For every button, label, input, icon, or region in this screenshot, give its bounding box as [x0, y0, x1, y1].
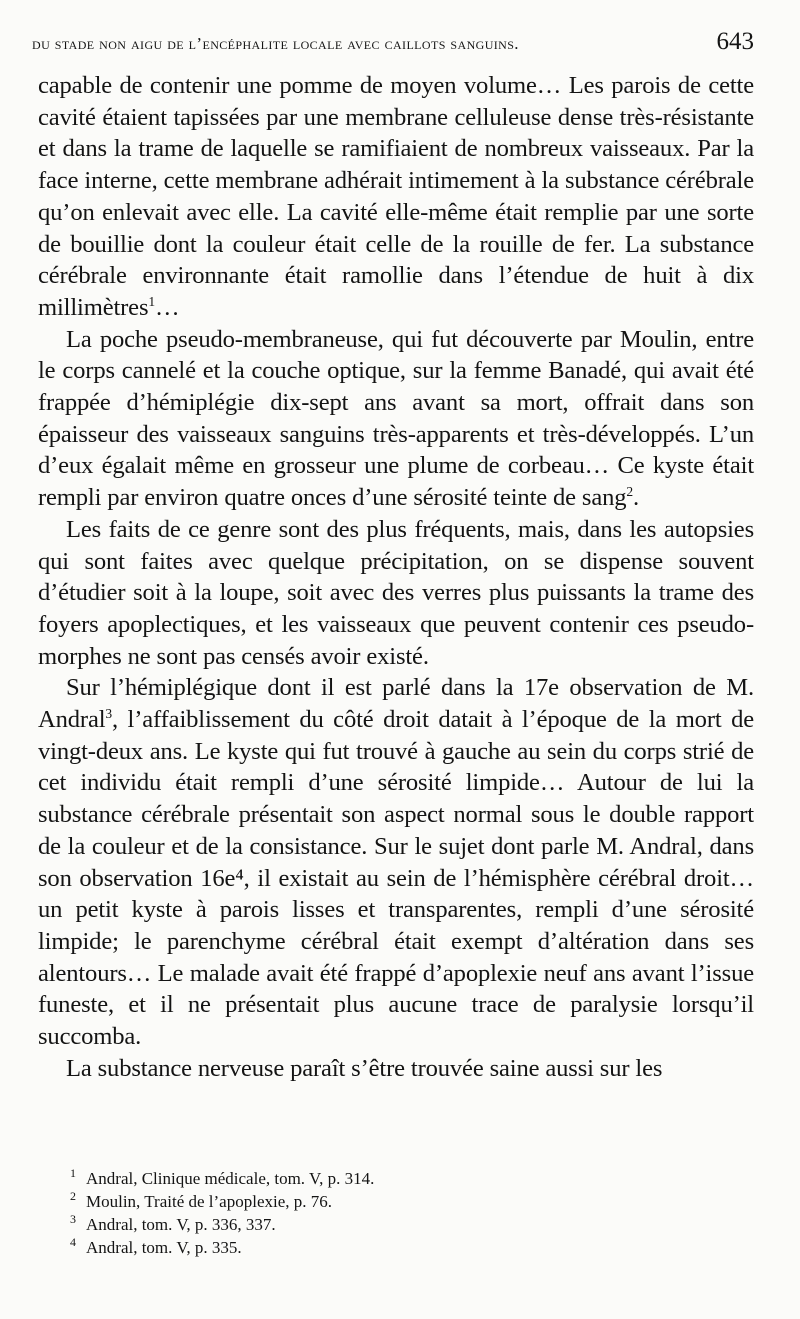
- paragraph-tail: …: [154, 293, 180, 321]
- paragraph-3: [38, 514, 754, 673]
- footnote-ref: 1: [148, 293, 155, 309]
- page-header: [32, 28, 754, 56]
- footnote-ref: 3: [105, 705, 113, 721]
- paragraph-2: [38, 324, 754, 514]
- body-text: [38, 70, 754, 1085]
- paragraph-1: [38, 70, 754, 324]
- paragraph-text: La poche pseudo-membraneuse, qui fut découverte par Moulin, entre le corps cannelé et la couche optique, sur la femme Banadé, qui avait été frappée d’hémiplégie dix-sept ans avant sa mort, offrait dans son épaisseur des vaisseaux sanguins très-apparents et très-développés. L’un d’eux égalait même en grosseur une plume de corbeau… Ce kyste était rempli par environ quatre onces d’une sérosité teinte de sang: [38, 325, 754, 512]
- footnote-ref: 2: [626, 483, 634, 499]
- paragraph-tail: , l’affaiblissement du côté droit datait à l’époque de la mort de vingt-deux ans. Le kyste qui fut trouvé à gauche au sein du corps strié de cet individu était rempli d’une sérosité limpide… Autour de lui la substance cérébrale présentait son aspect normal sous le double rapport de la couleur et de la consistance. Sur le sujet dont parle M. Andral, dans son observation 16e⁴, il existait au sein de l’hémisphère cérébral droit… un petit kyste à parois lisses et transparentes, rempli d’une sérosité limpide; le parenchyme cérébral était exempt d’altération dans ses alentours… Le malade avait été frappé d’apoplexie neuf ans avant l’issue funeste, et il ne présentait plus aucune trace de paralysie lorsqu’il succomba.: [38, 706, 754, 1051]
- footnote: 1 Andral, Clinique médicale, tom. V, p. 314.: [70, 1166, 375, 1188]
- footnote-text: Andral, Clinique médicale, tom. V, p. 314.: [86, 1169, 375, 1188]
- footnote: 2 Moulin, Traité de l’apoplexie, p. 76.: [70, 1189, 333, 1211]
- page-number: 643: [716, 28, 754, 55]
- footnote: 3 Andral, tom. V, p. 336, 337.: [70, 1212, 276, 1234]
- running-title: du stade non aigu de l’encéphalite locale avec caillots sanguins.: [32, 34, 519, 53]
- paragraph-4: [38, 672, 754, 1052]
- paragraph-tail: .: [633, 484, 640, 512]
- paragraph-text: capable de contenir une pomme de moyen volume… Les parois de cette cavité étaient tapissées par une membrane celluleuse dense très-résistante et dans la trame de laquelle se ramifiaient de nombreux vaisseaux. Par la face interne, cette membrane adhérait intimement à la substance cérébrale qu’on enlevait avec elle. La cavité elle-même était remplie par une sorte de bouillie dont la couleur était celle de la rouille de fer. La substance cérébrale environnante était ramollie dans l’étendue de huit à dix millimètres: [38, 72, 754, 321]
- footnote-text: Andral, tom. V, p. 336, 337.: [86, 1215, 276, 1234]
- paragraph-text: Les faits de ce genre sont des plus fréquents, mais, dans les autopsies qui sont faites avec quelque précipitation, on se dispense souvent d’étudier soit à la loupe, soit avec des verres plus puissants la trame des foyers apoplectiques, et les vaisseaux que peuvent contenir ces pseudo-morphes ne sont pas censés avoir existé.: [38, 515, 754, 670]
- paragraph-text: La substance nerveuse paraît s’être trouvée saine aussi sur les: [66, 1054, 663, 1082]
- footnote: 4 Andral, tom. V, p. 335.: [70, 1235, 242, 1257]
- paragraph-text: Sur l’hémiplégique dont il est parlé dans la 17e observation de M. Andral: [38, 674, 754, 734]
- paragraph-5: [38, 1053, 754, 1085]
- footnote-text: Andral, tom. V, p. 335.: [86, 1238, 242, 1257]
- footnotes: [70, 1167, 670, 1259]
- footnote-text: Moulin, Traité de l’apoplexie, p. 76.: [86, 1192, 333, 1211]
